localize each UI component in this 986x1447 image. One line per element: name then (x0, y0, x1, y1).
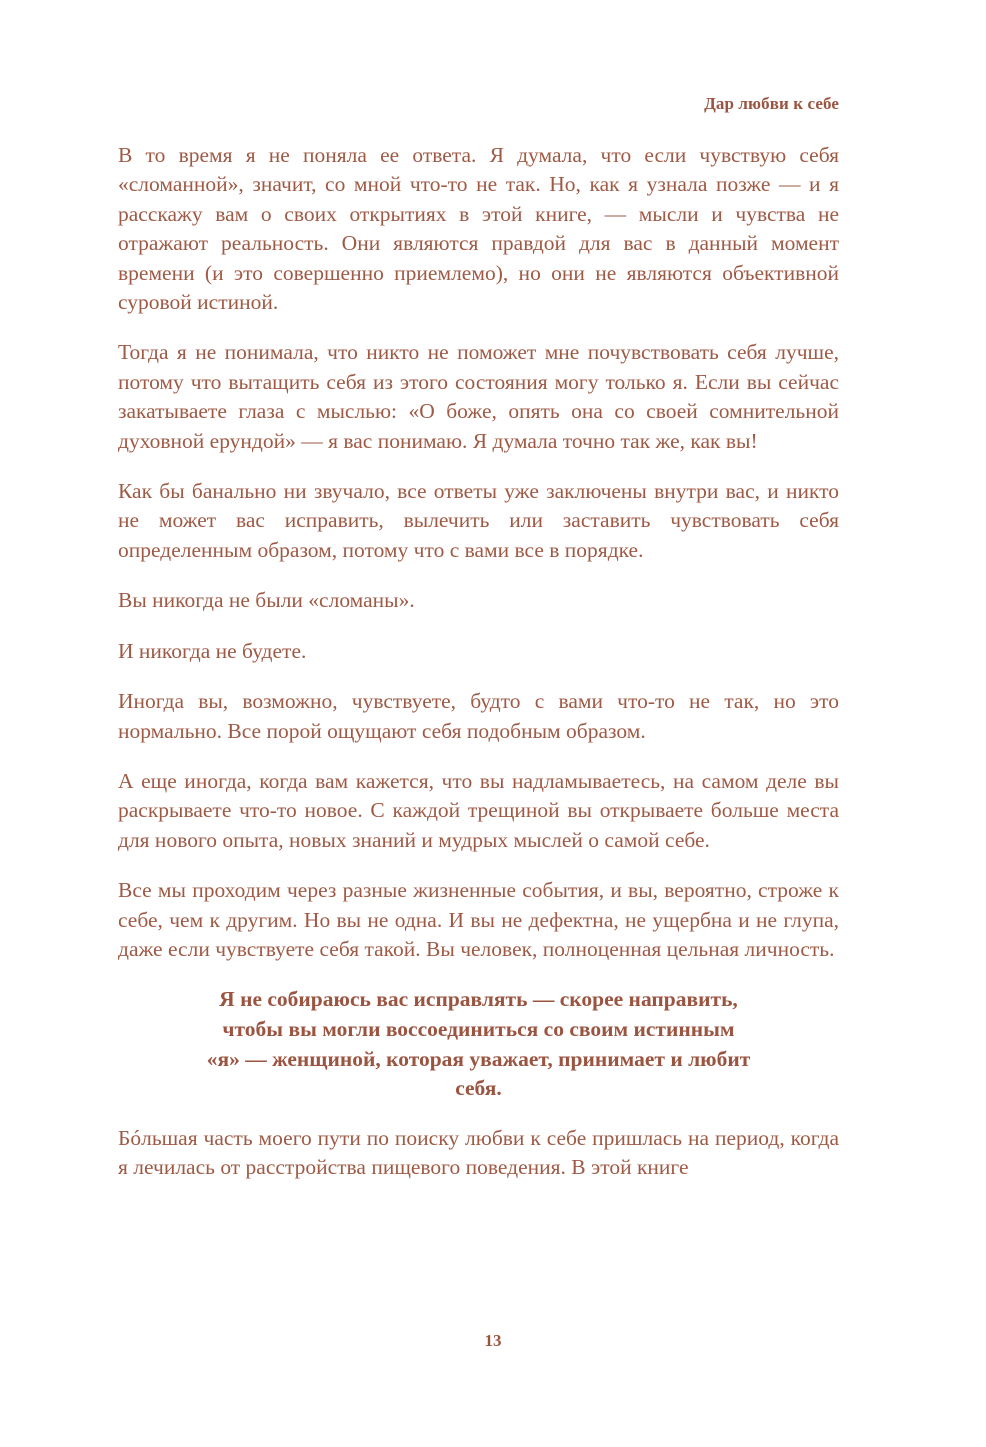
paragraph: Иногда вы, возможно, чувствуете, будто с вами что-то не так, но это нормально. Все порой ощущают себя подобным образом. (118, 689, 839, 743)
paragraph: И никогда не будете. (118, 638, 307, 663)
pull-quote-line: «я» — женщиной, которая уважает, принимает и любит (206, 1046, 751, 1071)
pull-quote-line: чтобы вы могли воссоединиться со своим истинным (222, 1016, 735, 1041)
pull-quote-line: Я не собираюсь вас исправлять — скорее направить, (219, 987, 738, 1012)
paragraph: Тогда я не понимала, что никто не поможет мне почувствовать себя лучше, потому что вытащить себя из этого состояния могу только я. Если вы сейчас закатываете глаза с мыслью: «О боже, опять она со своей сомнительной духовной ерундой» — я вас понимаю. Я думала точно так же, как вы! (118, 340, 839, 453)
paragraph: В то время я не поняла ее ответа. Я думала, что если чувствую себя «сломанной», значит, со мной что-то не так. Но, как я узнала позже — и я расскажу вам о своих открытиях в этой книге, — мысли и чувства не отражают реальность. Они являются правдой для вас в данный момент времени (и это совершенно приемлемо), но они не являются объективной суровой истиной. (118, 143, 839, 315)
pull-quote-line: себя. (455, 1076, 502, 1101)
running-head: Дар любви к себе (704, 94, 839, 113)
paragraph: Все мы проходим через разные жизненные события, и вы, вероятно, строже к себе, чем к другим. Но вы не одна. И вы не дефектна, не ущербна и не глупа, даже если чувствуете себя такой. Вы человек, полноценная цельная личность. (118, 878, 839, 961)
paragraph: Как бы банально ни звучало, все ответы уже заключены внутри вас, и никто не может вас исправить, вылечить или заставить чувствовать себя определенным образом, потому что с вами все в порядке. (118, 479, 839, 562)
page-number: 13 (484, 1331, 502, 1350)
paragraph: А еще иногда, когда вам кажется, что вы надламываетесь, на самом деле вы раскрываете что-то новое. С каждой трещиной вы открываете больше места для нового опыта, новых знаний и мудрых мыслей о самой себе. (118, 768, 839, 852)
pull-quote (118, 985, 839, 1103)
paragraph: Вы никогда не были «сломаны». (118, 588, 415, 613)
body-text (118, 141, 839, 1204)
final-paragraph: Бóльшая часть моего пути по поиску любви к себе пришлась на период, когда я лечилась от расстройства пищевого поведения. В этой книге (118, 1125, 839, 1180)
